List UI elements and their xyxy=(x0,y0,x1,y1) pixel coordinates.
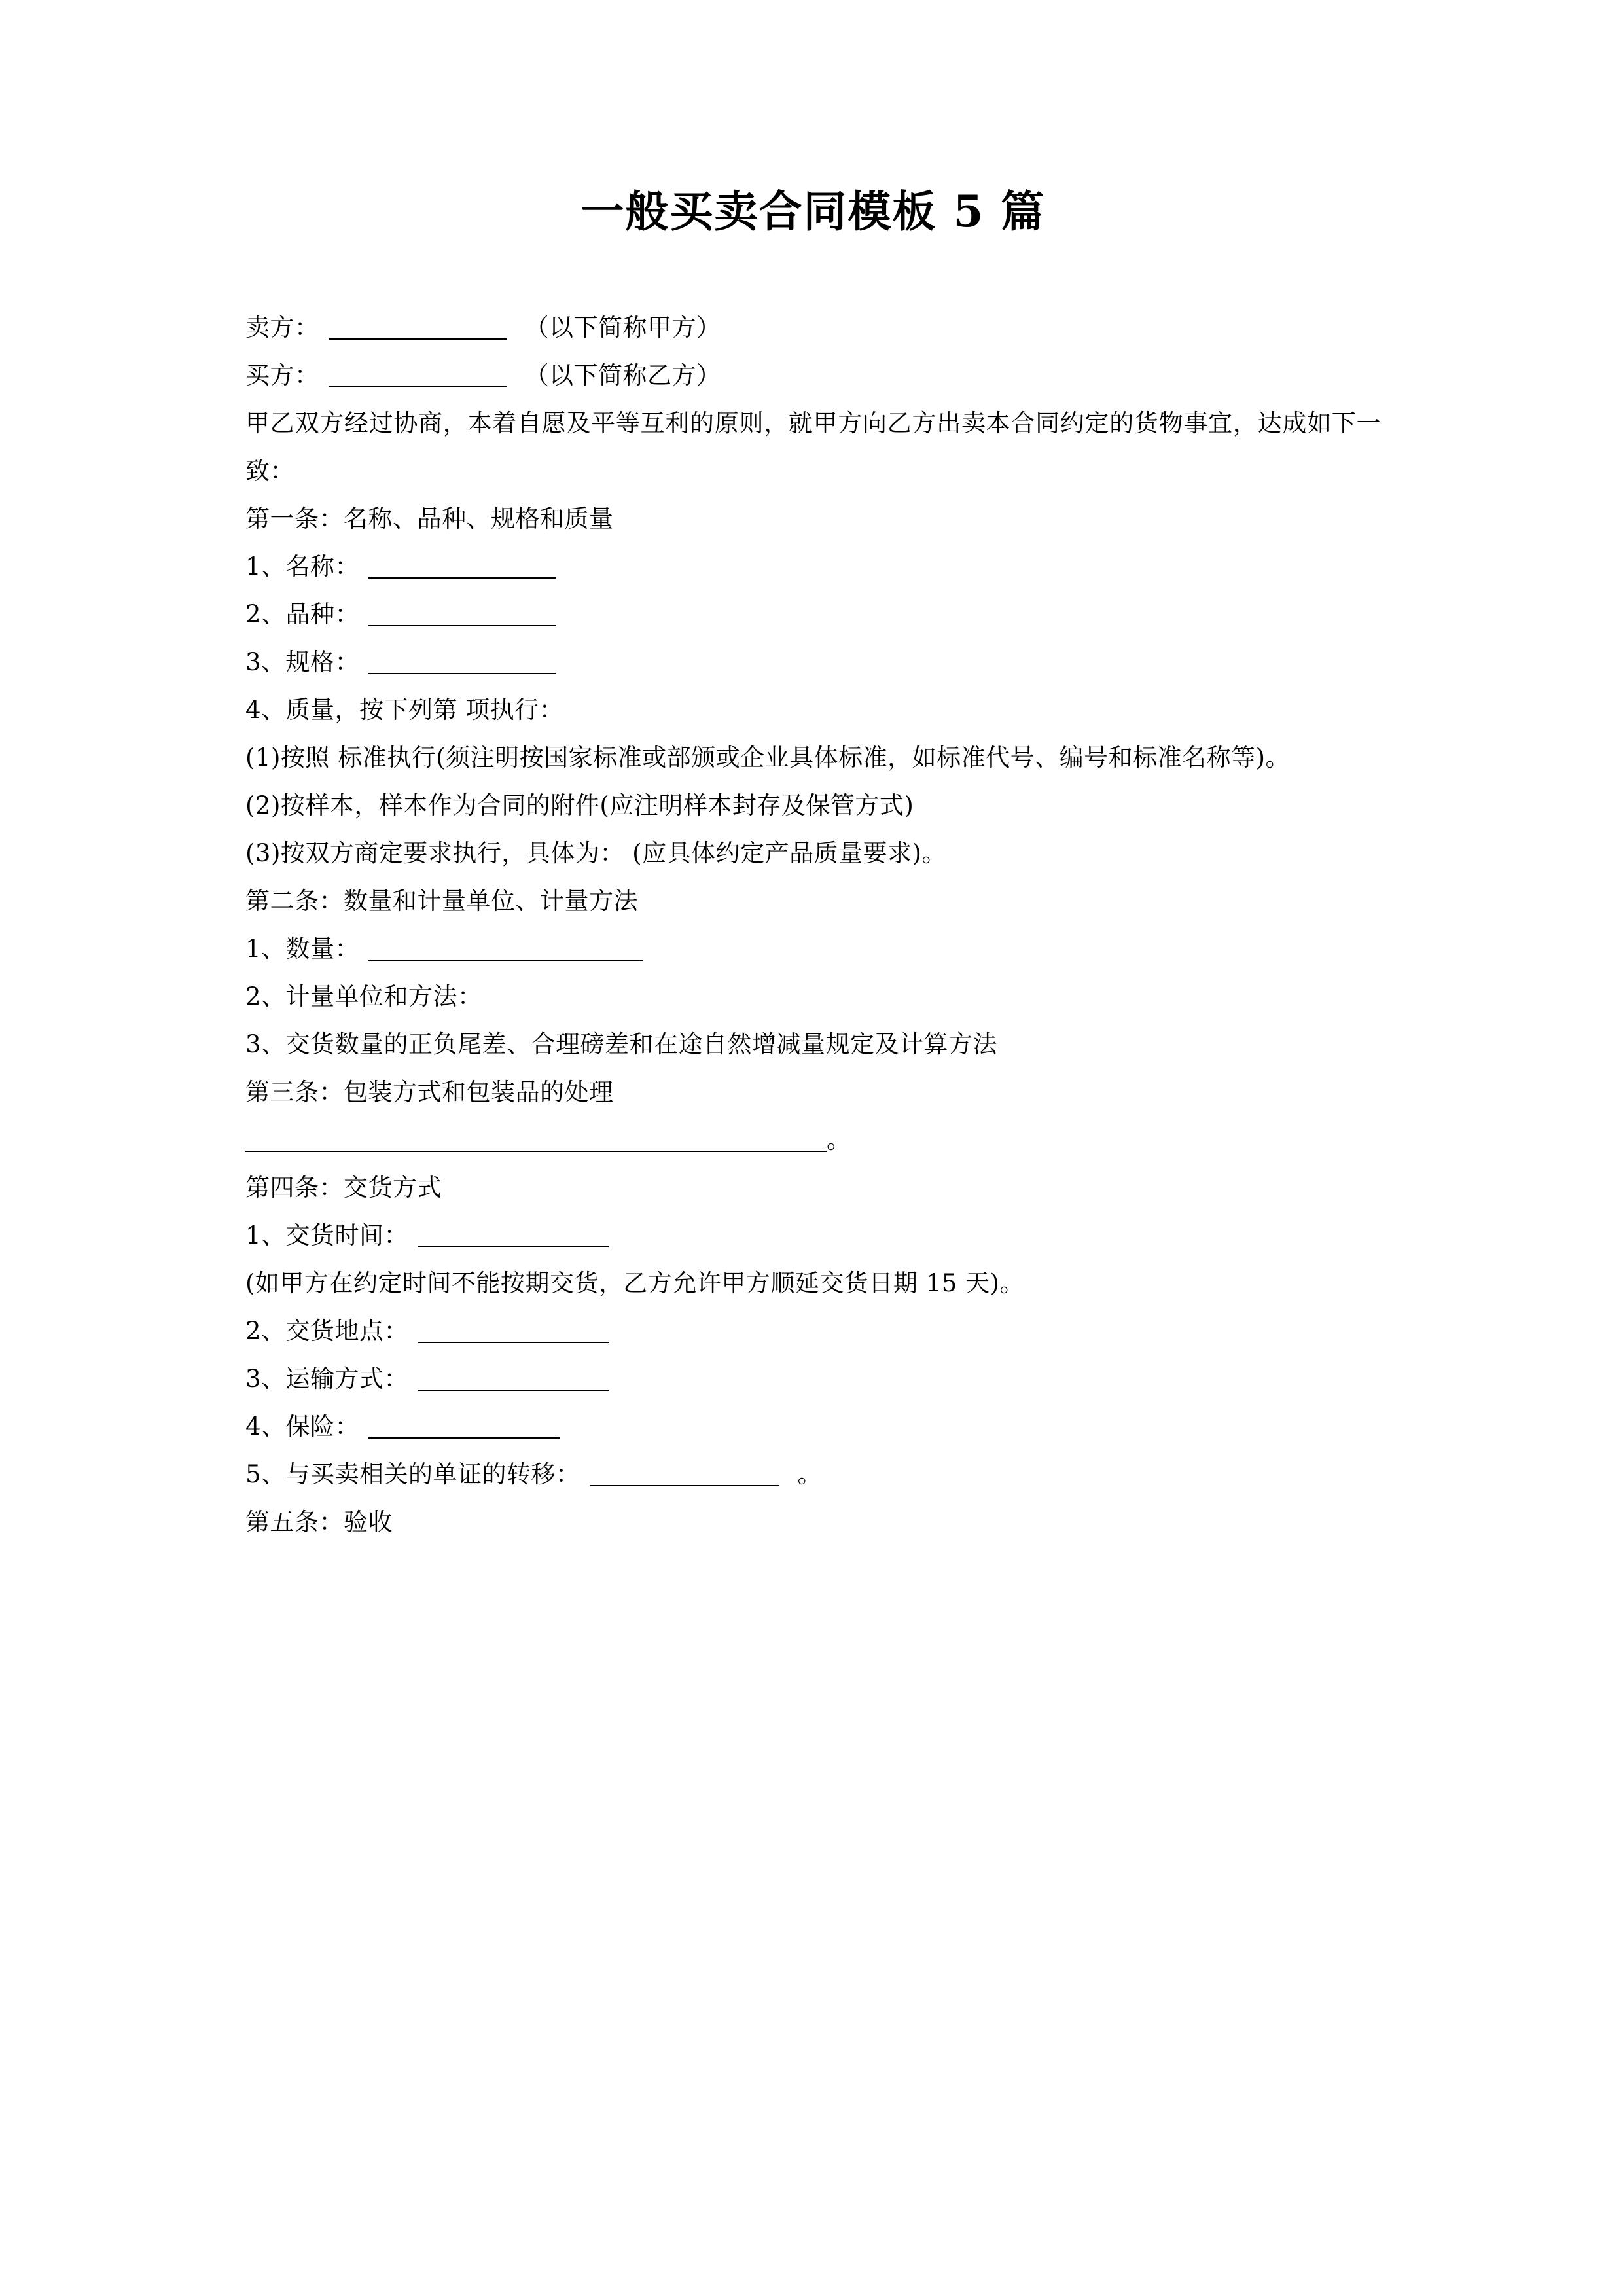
article-1-item-variety xyxy=(245,590,1381,638)
item-spec-blank-field[interactable] xyxy=(368,653,556,674)
quantity-label: 1、数量： xyxy=(245,935,360,963)
article-3-heading: 第三条：包装方式和包装品的处理 xyxy=(245,1078,614,1106)
article-2-item-unit: 2、计量单位和方法： xyxy=(245,982,482,1011)
documents-label: 5、与买卖相关的单证的转移： xyxy=(245,1460,580,1488)
quantity-blank-field[interactable] xyxy=(368,940,643,961)
contract-body xyxy=(245,304,1381,1546)
article-1-sub-2: (2)按样本，样本作为合同的附件(应注明样本封存及保管方式) xyxy=(245,791,914,819)
article-4-item-documents xyxy=(245,1450,1381,1498)
line-seller xyxy=(245,304,1381,351)
packaging-period: 。 xyxy=(827,1126,851,1154)
article-1-sub-1: (1)按照 标准执行(须注明按国家标准或部颁或企业具体标准，如标准代号、编号和标准名称等)。 xyxy=(245,744,1291,772)
insurance-blank-field[interactable] xyxy=(368,1418,560,1439)
article-1-item-name xyxy=(245,543,1381,590)
article-2-item-tolerance: 3、交货数量的正负尾差、合理磅差和在途自然增减量规定及计算方法 xyxy=(245,1030,998,1058)
seller-alias: （以下简称甲方） xyxy=(524,314,721,342)
article-4-item-place xyxy=(245,1307,1381,1355)
documents-period: 。 xyxy=(797,1460,823,1488)
delivery-place-blank-field[interactable] xyxy=(418,1322,609,1343)
insurance-label: 4、保险： xyxy=(245,1412,360,1441)
article-2-item-quantity xyxy=(245,925,1381,973)
delivery-place-label: 2、交货地点： xyxy=(245,1317,409,1345)
article-1-heading: 第一条：名称、品种、规格和质量 xyxy=(245,505,614,533)
buyer-alias: （以下简称乙方） xyxy=(524,361,721,389)
buyer-blank-field[interactable] xyxy=(329,367,507,387)
article-4-note: (如甲方在约定时间不能按期交货，乙方允许甲方顺延交货日期 15 天)。 xyxy=(245,1269,1024,1297)
article-1-item-quality: 4、质量，按下列第 项执行： xyxy=(245,696,564,724)
article-4-item-time xyxy=(245,1211,1381,1259)
document-content xyxy=(245,0,1381,1546)
line-buyer xyxy=(245,351,1381,399)
buyer-label: 买方： xyxy=(245,361,319,389)
transport-label: 3、运输方式： xyxy=(245,1365,409,1393)
article-2-heading: 第二条：数量和计量单位、计量方法 xyxy=(245,887,638,915)
item-name-blank-field[interactable] xyxy=(368,558,556,579)
preamble-paragraph: 甲乙双方经过协商，本着自愿及平等互利的原则，就甲方向乙方出卖本合同约定的货物事宜，达成如下一致： xyxy=(245,409,1381,485)
article-5-heading: 第五条：验收 xyxy=(245,1508,393,1536)
item-variety-label: 2、品种： xyxy=(245,600,360,628)
article-4-item-insurance xyxy=(245,1403,1381,1450)
item-variety-blank-field[interactable] xyxy=(368,605,556,626)
article-4-heading: 第四条：交货方式 xyxy=(245,1174,442,1202)
item-spec-label: 3、规格： xyxy=(245,648,360,676)
item-name-label: 1、名称： xyxy=(245,552,360,581)
seller-blank-field[interactable] xyxy=(329,319,507,340)
article-1-sub-3: (3)按双方商定要求执行，具体为： (应具体约定产品质量要求)。 xyxy=(245,839,947,867)
documents-blank-field[interactable] xyxy=(590,1465,779,1486)
packaging-blank-field[interactable] xyxy=(245,1131,827,1152)
delivery-time-label: 1、交货时间： xyxy=(245,1221,409,1249)
article-3-blank-line xyxy=(245,1116,1381,1164)
delivery-time-blank-field[interactable] xyxy=(418,1227,609,1247)
transport-blank-field[interactable] xyxy=(418,1370,609,1391)
article-4-item-transport xyxy=(245,1355,1381,1403)
article-1-item-spec xyxy=(245,638,1381,686)
seller-label: 卖方： xyxy=(245,314,319,342)
page-title: 一般买卖合同模板 5 篇 xyxy=(580,186,1046,237)
